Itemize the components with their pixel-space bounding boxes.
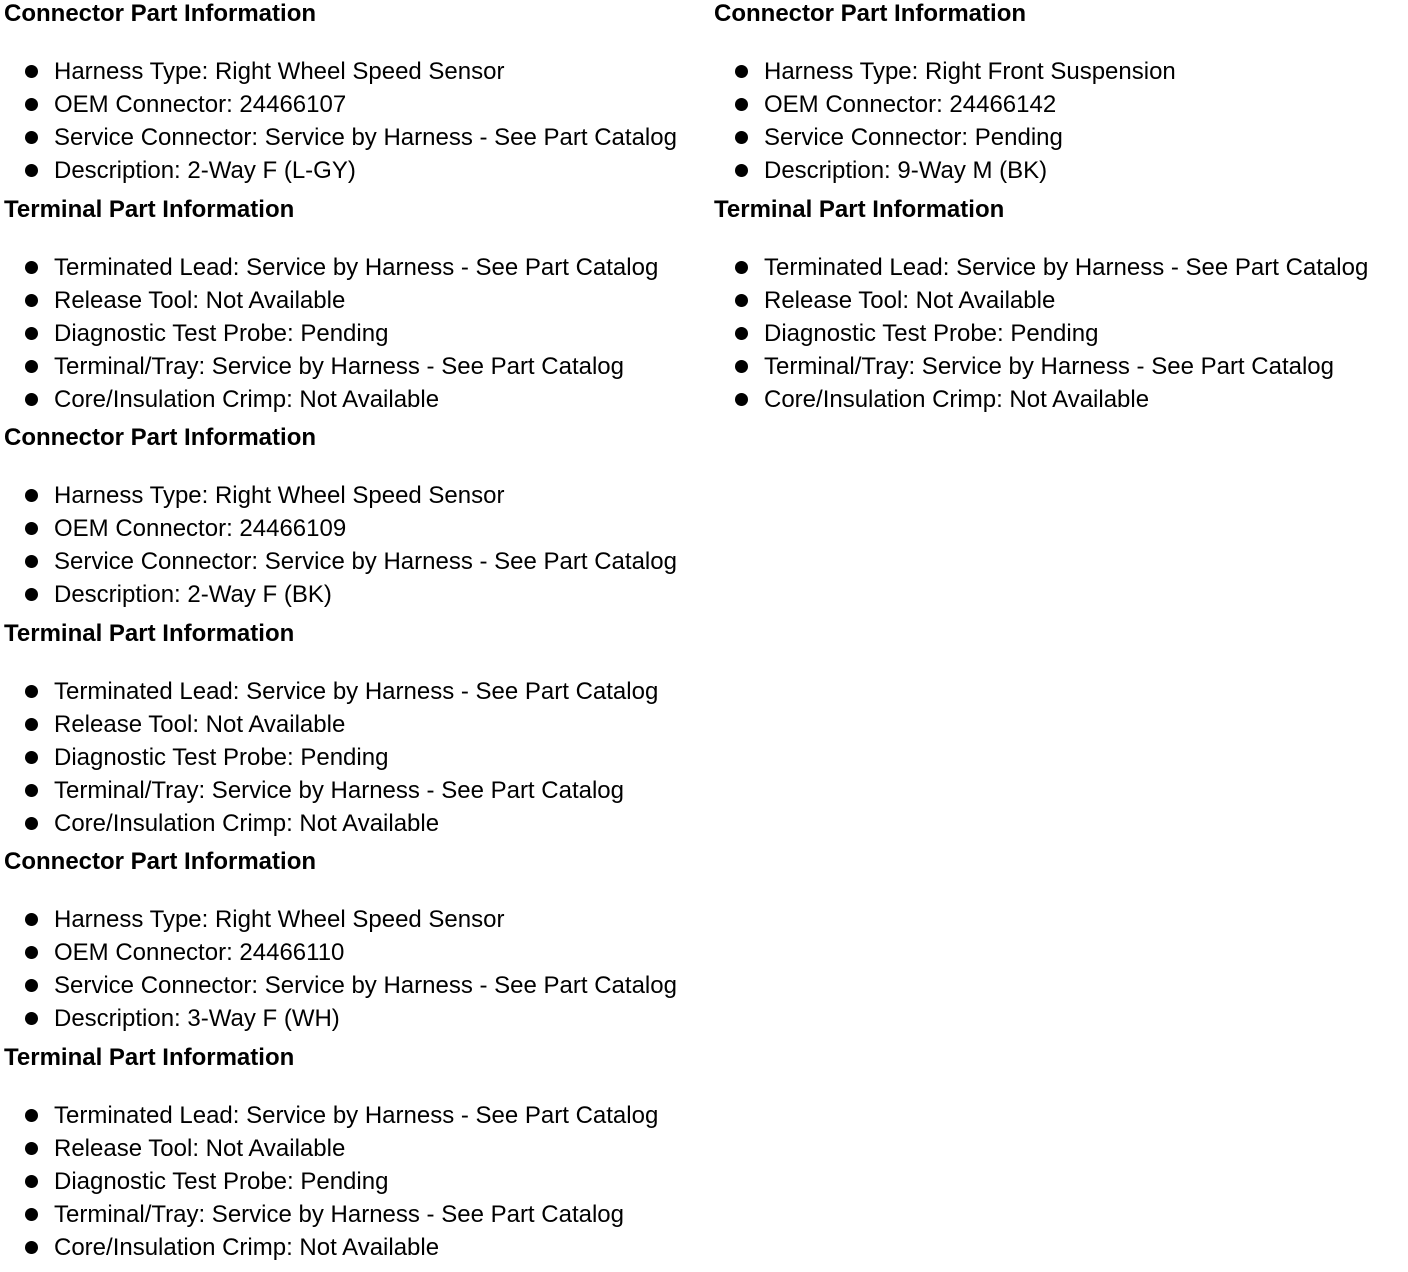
bullet-icon (25, 588, 38, 601)
bullet-icon (25, 1241, 38, 1254)
item-text: Diagnostic Test Probe: Pending (54, 744, 389, 771)
connector-heading: Connector Part Information (4, 424, 317, 451)
item-text: Terminal/Tray: Service by Harness - See Part Catalog (54, 1201, 624, 1228)
bullet-icon (25, 327, 38, 340)
bullet-icon (25, 65, 38, 78)
terminal-heading: Terminal Part Information (4, 1044, 295, 1071)
list-item (4, 1231, 704, 1264)
connector-heading: Connector Part Information (714, 0, 1027, 27)
connector-block (4, 424, 704, 848)
list-item (4, 55, 704, 88)
terminal-list (714, 224, 1404, 423)
item-text: Terminal/Tray: Service by Harness - See Part Catalog (54, 353, 624, 380)
list-item (4, 675, 704, 708)
list-item (714, 121, 1404, 154)
list-item (4, 284, 704, 317)
bullet-icon (25, 360, 38, 373)
item-text: Release Tool: Not Available (54, 711, 346, 738)
bullet-icon (25, 913, 38, 926)
item-text: Release Tool: Not Available (54, 287, 346, 314)
list-item (4, 121, 704, 154)
item-text: Terminated Lead: Service by Harness - See Part Catalog (54, 254, 659, 281)
item-text: Core/Insulation Crimp: Not Available (764, 386, 1150, 413)
bullet-icon (25, 817, 38, 830)
terminal-heading: Terminal Part Information (714, 196, 1005, 223)
item-text: Terminated Lead: Service by Harness - See Part Catalog (54, 1102, 659, 1129)
item-text: Release Tool: Not Available (764, 287, 1056, 314)
item-text: Terminal/Tray: Service by Harness - See Part Catalog (764, 353, 1334, 380)
bullet-icon (735, 393, 748, 406)
list-item (4, 1099, 704, 1132)
item-text: Service Connector: Service by Harness - See Part Catalog (54, 124, 677, 151)
connector-list (714, 28, 1404, 196)
item-text: Harness Type: Right Wheel Speed Sensor (54, 58, 505, 85)
bullet-icon (25, 1175, 38, 1188)
bullet-icon (735, 164, 748, 177)
bullet-icon (25, 489, 38, 502)
item-text: OEM Connector: 24466110 (54, 939, 345, 966)
item-text: Core/Insulation Crimp: Not Available (54, 386, 440, 413)
item-text: Release Tool: Not Available (54, 1135, 346, 1162)
list-item (4, 1002, 704, 1035)
bullet-icon (735, 294, 748, 307)
connector-list (4, 28, 704, 196)
terminal-heading: Terminal Part Information (4, 620, 295, 647)
bullet-icon (25, 946, 38, 959)
list-item (4, 88, 704, 121)
list-item (4, 741, 704, 774)
terminal-list (4, 1072, 704, 1271)
item-text: Harness Type: Right Wheel Speed Sensor (54, 482, 505, 509)
list-item (4, 479, 704, 512)
bullet-icon (25, 164, 38, 177)
bullet-icon (25, 718, 38, 731)
item-text: Core/Insulation Crimp: Not Available (54, 810, 440, 837)
bullet-icon (735, 98, 748, 111)
list-item (714, 350, 1404, 383)
item-text: OEM Connector: 24466109 (54, 515, 347, 542)
bullet-icon (25, 555, 38, 568)
list-item (4, 251, 704, 284)
bullet-icon (25, 979, 38, 992)
bullet-icon (25, 393, 38, 406)
bullet-icon (25, 294, 38, 307)
list-item (4, 350, 704, 383)
bullet-icon (25, 1012, 38, 1025)
item-text: Description: 3-Way F (WH) (54, 1005, 340, 1032)
terminal-heading: Terminal Part Information (4, 196, 295, 223)
item-text: Terminated Lead: Service by Harness - See Part Catalog (764, 254, 1369, 281)
list-item (4, 317, 704, 350)
list-item (4, 969, 704, 1002)
item-text: Service Connector: Pending (764, 124, 1063, 151)
item-text: Description: 2-Way F (BK) (54, 581, 332, 608)
bullet-icon (25, 685, 38, 698)
list-item (4, 708, 704, 741)
bullet-icon (25, 98, 38, 111)
list-item (714, 154, 1404, 187)
bullet-icon (25, 261, 38, 274)
bullet-icon (735, 360, 748, 373)
connector-list (4, 452, 704, 620)
connector-heading: Connector Part Information (4, 848, 317, 875)
bullet-icon (25, 522, 38, 535)
item-text: Diagnostic Test Probe: Pending (54, 1168, 389, 1195)
list-item (4, 1165, 704, 1198)
list-item (4, 903, 704, 936)
item-text: Description: 9-Way M (BK) (764, 157, 1048, 184)
item-text: Terminated Lead: Service by Harness - See Part Catalog (54, 678, 659, 705)
list-item (714, 55, 1404, 88)
item-text: Core/Insulation Crimp: Not Available (54, 1234, 440, 1261)
item-text: Harness Type: Right Front Suspension (764, 58, 1176, 85)
list-item (4, 512, 704, 545)
left-column (4, 0, 704, 1272)
bullet-icon (25, 784, 38, 797)
bullet-icon (25, 1109, 38, 1122)
item-text: Description: 2-Way F (L-GY) (54, 157, 356, 184)
list-item (4, 154, 704, 187)
item-text: Harness Type: Right Wheel Speed Sensor (54, 906, 505, 933)
list-item (4, 1198, 704, 1231)
connector-block (714, 0, 1404, 424)
connector-block (4, 0, 704, 424)
bullet-icon (735, 327, 748, 340)
list-item (4, 578, 704, 611)
bullet-icon (735, 261, 748, 274)
list-item (4, 807, 704, 840)
list-item (4, 774, 704, 807)
list-item (4, 383, 704, 416)
item-text: OEM Connector: 24466107 (54, 91, 347, 118)
bullet-icon (735, 65, 748, 78)
list-item (4, 1132, 704, 1165)
terminal-list (4, 224, 704, 423)
item-text: Diagnostic Test Probe: Pending (764, 320, 1099, 347)
bullet-icon (735, 131, 748, 144)
bullet-icon (25, 1208, 38, 1221)
list-item (714, 284, 1404, 317)
item-text: Terminal/Tray: Service by Harness - See Part Catalog (54, 777, 624, 804)
list-item (4, 545, 704, 578)
item-text: Service Connector: Service by Harness - See Part Catalog (54, 548, 677, 575)
connector-heading: Connector Part Information (4, 0, 317, 27)
bullet-icon (25, 751, 38, 764)
item-text: Service Connector: Service by Harness - See Part Catalog (54, 972, 677, 999)
connector-block (4, 848, 704, 1272)
list-item (714, 383, 1404, 416)
list-item (714, 88, 1404, 121)
bullet-icon (25, 1142, 38, 1155)
bullet-icon (25, 131, 38, 144)
list-item (714, 251, 1404, 284)
item-text: OEM Connector: 24466142 (764, 91, 1057, 118)
connector-list (4, 876, 704, 1044)
list-item (714, 317, 1404, 350)
right-column (714, 0, 1404, 424)
item-text: Diagnostic Test Probe: Pending (54, 320, 389, 347)
terminal-list (4, 648, 704, 847)
list-item (4, 936, 704, 969)
